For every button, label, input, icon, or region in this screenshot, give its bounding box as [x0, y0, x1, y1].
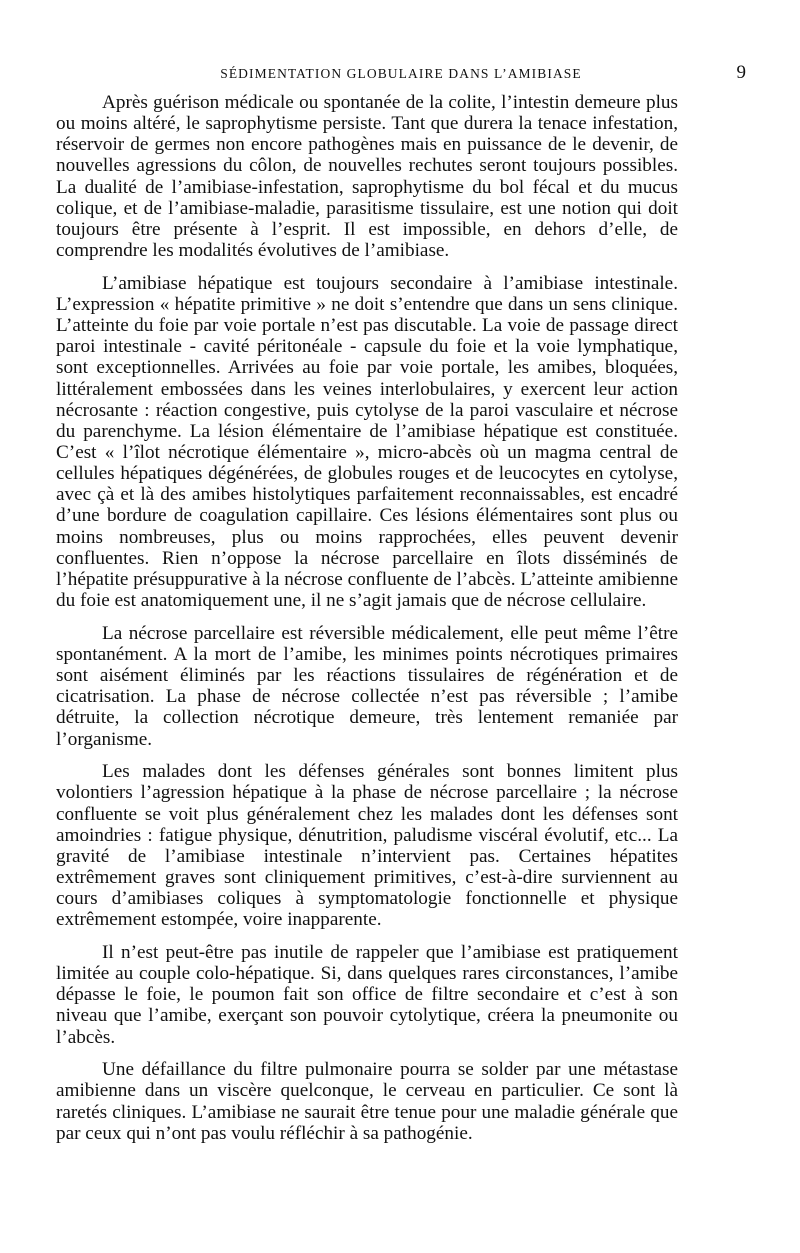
- paragraph-5: Il n’est peut-être pas inutile de rappeler que l’amibiase est pratiquement limitée au couple colo-hépatique. Si, dans quelques rares circonstances, l’amibe dépasse le foie, le poumon fait son office de filtre secondaire et c’est à son niveau que l’amibe, exerçant son pouvoir cytolytique, créera la pneumonite ou l’abcès.: [56, 941, 678, 1048]
- paragraph-6: Une défaillance du filtre pulmonaire pourra se solder par une métastase amibienne dans un viscère quelconque, le cerveau en particulier. Ce sont là raretés cliniques. L’amibiase ne saurait être tenue pour une maladie générale que par ceux qui n’ont pas voulu réfléchir à sa pathogénie.: [56, 1059, 678, 1144]
- paragraph-2: L’amibiase hépatique est toujours secondaire à l’amibiase intestinale. L’expression « hépatite primitive » ne doit s’entendre que dans un sens clinique. L’atteinte du foie par voie portale n’est pas discutable. La voie de passage direct paroi intestinale - cavité péritonéale - capsule du foie et la voie lymphatique, sont exceptionnelles. Arrivées au foie par voie portale, les amibes, bloquées, littéralement embossées dans les veines interlobulaires, y exercent leur action nécrosante : réaction congestive, puis cytolyse de la paroi vasculaire et nécrose du parenchyme. La lésion élémentaire de l’amibiase hépatique est constituée. C’est « l’îlot nécrotique élémentaire », micro-abcès où un magma central de cellules hépatiques dégénérées, de globules rouges et de leucocytes en cytolyse, avec çà et là des amibes histolytiques parfaitement reconnaissables, est encadré d’une bordure de coagulation capillaire. Ces lésions élémentaires sont plus ou moins nombreuses, plus ou moins rapprochées, elles peuvent devenir confluentes. Rien n’oppose la nécrose parcellaire en îlots disséminés de l’hépatite présuppurative à la nécrose confluente de l’abcès. L’atteinte amibienne du foie est anatomiquement une, il ne s’agit jamais que de nécrose cellulaire.: [56, 272, 678, 612]
- running-head: [56, 62, 746, 88]
- body-text: [56, 92, 678, 1144]
- page-number: 9: [736, 62, 746, 83]
- paragraph-3: La nécrose parcellaire est réversible médicalement, elle peut même l’être spontanément. A la mort de l’amibe, les minimes points nécrotiques primaires sont aisément éliminés par les réactions tissulaires de régénération et de cicatrisation. La phase de nécrose collectée n’est pas réversible ; l’amibe détruite, la collection nécrotique demeure, très lentement remaniée par l’organisme.: [56, 622, 678, 750]
- paragraph-4: Les malades dont les défenses générales sont bonnes limitent plus volontiers l’agression hépatique à la phase de nécrose parcellaire ; la nécrose confluente se voit plus généralement chez les malades dont les défenses sont amoindries : fatigue physique, dénutrition, paludisme viscéral évolutif, etc... La gravité de l’amibiase intestinale n’intervient pas. Certaines hépatites extrêmement graves sont cliniquement primitives, c’est-à-dire surviennent au cours d’amibiases coliques à symptomatologie fonctionnelle et physique extrêmement estompée, voire inapparente.: [56, 761, 678, 931]
- running-title: SÉDIMENTATION GLOBULAIRE DANS L’AMIBIASE: [220, 66, 582, 81]
- paragraph-1: Après guérison médicale ou spontanée de la colite, l’intestin demeure plus ou moins altéré, le saprophytisme persiste. Tant que durera la tenace infestation, réservoir de germes non encore pathogènes mais en puissance de le devenir, de nouvelles agressions du côlon, de nouvelles rechutes seront toujours possibles. La dualité de l’amibiase-infestation, saprophytisme du bol fécal et du mucus colique, et de l’amibiase-maladie, parasitisme tissulaire, est une notion qui doit toujours être présente à l’esprit. Il est impossible, en dehors d’elle, de comprendre les modalités évolutives de l’amibiase.: [56, 92, 678, 262]
